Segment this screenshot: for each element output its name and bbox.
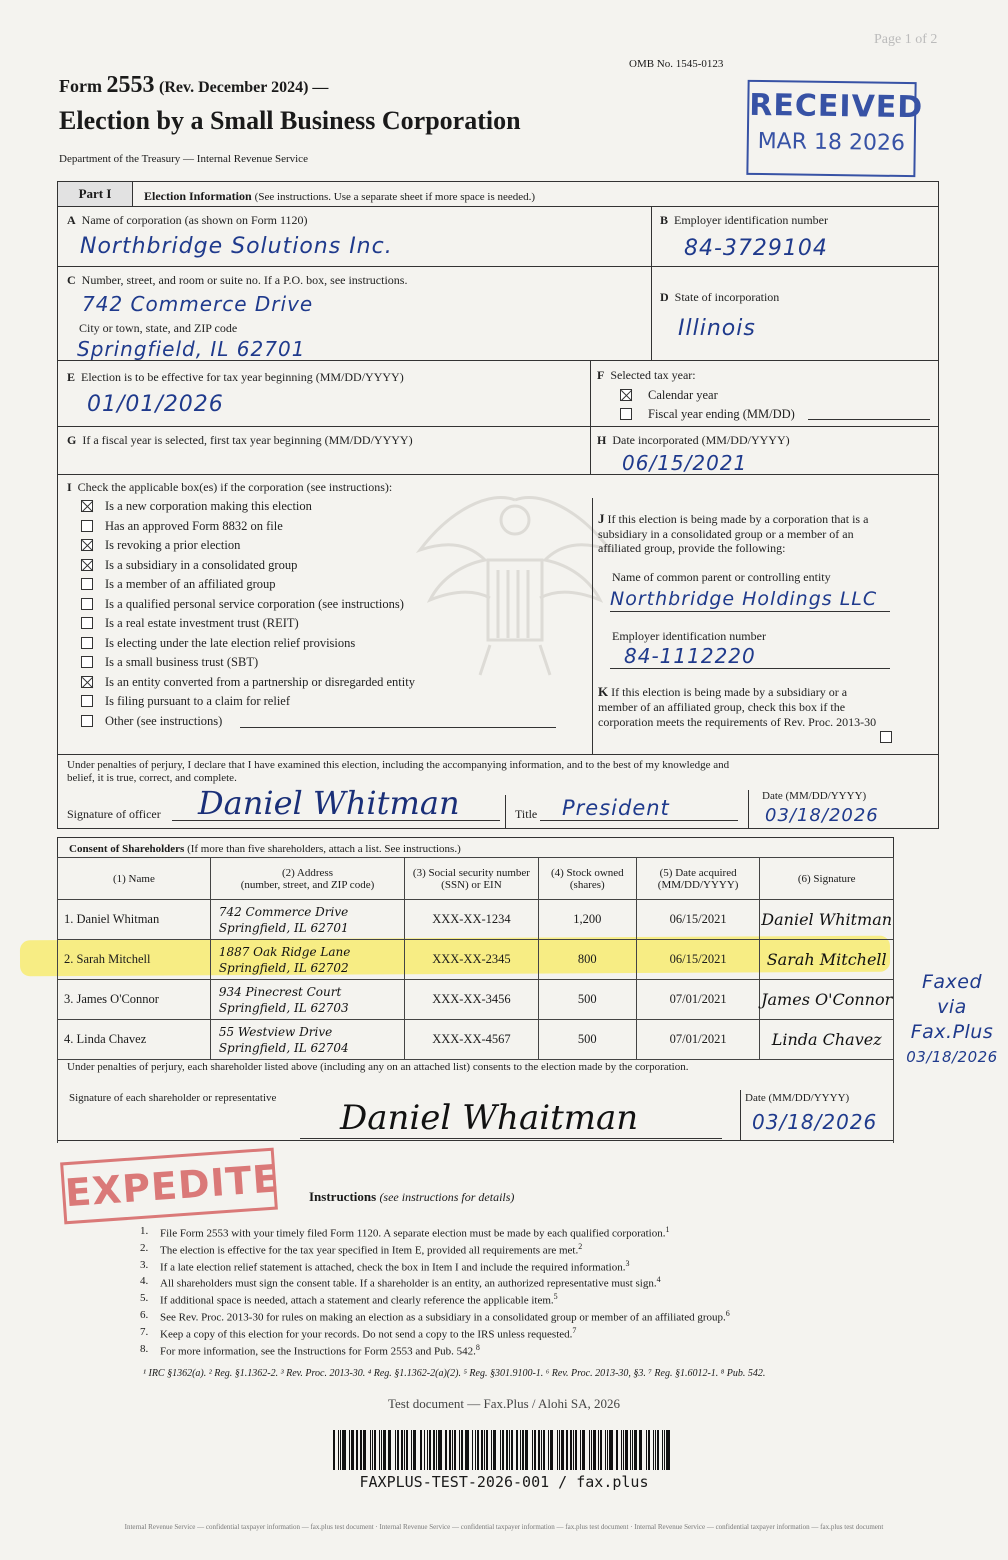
section-i-checkbox[interactable] — [81, 578, 93, 590]
shareholder-signature-cell: Sarah Mitchell — [760, 940, 894, 980]
footnotes: ¹ IRC §1362(a). ² Reg. §1.1362-2. ³ Rev. Proc. 2013-30. ⁴ Reg. §1.1362-2(a)(2). ⁵ Reg. §301.9100-1. ⁶ Rev. Proc. 2013-30, §3. ⁷ Reg. §1.6012-1. ⁸ Pub. 542. — [143, 1368, 766, 1379]
barcode-bar — [623, 1430, 624, 1470]
barcode-bar — [395, 1430, 396, 1470]
column-header: (2) Address (number, street, and ZIP code) — [210, 858, 404, 900]
instruction-text: See Rev. Proc. 2013-30 for rules on making an election as a subsidiary in a consolidated group or member of an affiliated group.$^6$ — [160, 1309, 730, 1324]
field-c-label: C Number, street, and room or suite no. If a P.O. box, see instructions. — [67, 273, 408, 287]
ein-value: 84-3729104 — [684, 236, 828, 261]
officer-title: President — [562, 796, 670, 820]
section-i-checkbox[interactable] — [81, 559, 93, 571]
barcode-bar — [500, 1430, 501, 1470]
section-i-label: Is a small business trust (SBT) — [105, 655, 259, 669]
part1-tag: Part I — [58, 182, 133, 206]
barcode-bar — [420, 1430, 422, 1470]
barcode-bar — [573, 1430, 574, 1470]
barcode-bar — [338, 1430, 339, 1470]
barcode-bar — [509, 1430, 510, 1470]
barcode-bar — [427, 1430, 428, 1470]
barcode-bar — [591, 1430, 592, 1470]
column-header: (1) Name — [58, 858, 211, 900]
instruction-text: Keep a copy of this election for your records. Do not send a copy to the IRS unless requested.$^7$ — [160, 1325, 577, 1341]
field-a-label: A Name of corporation (as shown on Form 1120) — [67, 213, 308, 227]
fiscal-year-line[interactable] — [808, 419, 930, 420]
test-document-note: Test document — Fax.Plus / Alohi SA, 2026 — [387, 1396, 620, 1411]
barcode-bar — [561, 1430, 563, 1470]
instructions-title: Instructions — [309, 1189, 377, 1204]
fiscal-year-label: Fiscal year ending (MM/DD) — [648, 407, 795, 421]
barcode-bar — [449, 1430, 450, 1470]
date-cell: 07/01/2021 — [636, 1020, 759, 1060]
ssn-cell: XXX-XX-4567 — [405, 1020, 539, 1060]
field-d-label: D State of incorporation — [660, 290, 780, 304]
barcode-bar — [481, 1430, 482, 1470]
barcode-bar — [570, 1430, 571, 1470]
barcode-bar — [465, 1430, 469, 1470]
barcode-bar — [532, 1430, 533, 1470]
title-line[interactable] — [540, 820, 738, 821]
instruction-text: If additional space is needed, attach a statement and clearly reference the applicable item.$^5$ — [160, 1292, 558, 1307]
barcode-bar — [516, 1430, 518, 1470]
shareholder-signature-cell: James O'Connor — [760, 980, 894, 1020]
barcode-bar — [475, 1430, 476, 1470]
table-header-row — [58, 858, 894, 900]
instruction-number: 4. — [140, 1275, 149, 1288]
barcode-bar — [454, 1430, 456, 1470]
section-i-label: Is revoking a prior election — [105, 538, 241, 552]
parent-ein-line[interactable] — [610, 668, 890, 669]
barcode-bar — [557, 1430, 558, 1470]
ssn-cell: XXX-XX-1234 — [405, 900, 539, 940]
barcode-bar — [559, 1430, 560, 1470]
instruction-text: For more information, see the Instructions for Form 2553 and Pub. 542.$^8$ — [160, 1342, 480, 1358]
barcode-bar — [550, 1430, 554, 1470]
column-header: (4) Stock owned (shares) — [538, 858, 636, 900]
barcode-bar — [438, 1430, 442, 1470]
barcode-bar — [666, 1430, 670, 1470]
section-i-label: Is electing under the late election relief provisions — [105, 635, 356, 650]
section-i-label: Is a subsidiary in a consolidated group — [105, 557, 298, 572]
barcode-bar — [593, 1430, 595, 1470]
barcode-bar — [566, 1430, 568, 1470]
barcode-bar — [502, 1430, 504, 1470]
barcode-bar — [429, 1430, 431, 1470]
section-i-label: Has an approved Form 8832 on file — [105, 518, 283, 533]
form-number: 2553 — [106, 72, 155, 98]
part1-heading — [144, 189, 535, 204]
barcode-bar — [436, 1430, 437, 1470]
eagle-seal-watermark-icon — [410, 470, 620, 690]
expedite-stamp — [60, 1148, 281, 1225]
barcode-bar — [374, 1430, 376, 1470]
barcode-bar — [575, 1430, 577, 1470]
consent-title: Consent of Shareholders — [69, 843, 185, 855]
parent-entity-line[interactable] — [610, 611, 890, 612]
parent-ein-label: Employer identification number — [612, 629, 766, 643]
page-footer: Internal Revenue Service — confidential taxpayer information — fax.plus test document · Internal Revenue Service — confidential taxpayer information — fax.plus test document · Internal Revenue Service — confidential taxpayer information — fax.plus test document — [124, 1523, 884, 1531]
barcode-bar — [506, 1430, 507, 1470]
barcode-bar — [445, 1430, 447, 1470]
name-cell: 4. Linda Chavez — [58, 1020, 211, 1060]
barcode-bar — [459, 1430, 460, 1470]
barcode-bar — [349, 1430, 350, 1470]
barcode-bar — [605, 1430, 606, 1470]
officer-signature-label: Signature of officer — [67, 807, 161, 821]
part1-heading-note: (See instructions. Use a separate sheet if more space is needed.) — [254, 191, 536, 203]
section-i-label: Is a member of an affiliated group — [105, 577, 276, 591]
field-g-label: G If a fiscal year is selected, first tax year beginning (MM/DD/YYYY) — [67, 433, 413, 447]
field-k: K If this election is being made by a subsidiary or a member of an affiliated group, check this box if the corporation meets the requirements of Rev. Proc. 2013-30 — [598, 684, 877, 729]
table-row — [58, 900, 894, 940]
stock-cell: 800 — [538, 940, 636, 980]
section-i-checkbox[interactable] — [81, 676, 93, 688]
barcode-bar — [600, 1430, 602, 1470]
barcode-bar — [589, 1430, 590, 1470]
barcode-bar — [486, 1430, 488, 1470]
barcode-bar — [342, 1430, 346, 1470]
barcode-bar — [657, 1430, 659, 1470]
name-cell: 1. Daniel Whitman — [58, 900, 211, 940]
ssn-cell: XXX-XX-2345 — [405, 940, 539, 980]
barcode-bar — [607, 1430, 608, 1470]
shareholder-signature-cell: Linda Chavez — [760, 1020, 894, 1060]
barcode-bar — [452, 1430, 453, 1470]
section-i-checkbox[interactable] — [81, 695, 93, 707]
parent-ein-value: 84-1112220 — [624, 644, 756, 668]
barcode-bar — [543, 1430, 545, 1470]
instructions-heading — [309, 1189, 514, 1205]
barcode-bar — [534, 1430, 536, 1470]
table-row — [58, 940, 894, 980]
barcode-bar — [646, 1430, 647, 1470]
instruction-text: File Form 2553 with your timely filed Form 1120. A separate election must be made by each qualified corporation.$^1$ — [160, 1225, 670, 1240]
omb-number: OMB No. 1545-0123 — [629, 58, 724, 70]
barcode-bar — [541, 1430, 542, 1470]
part1-perjury: Under penalties of perjury, I declare that I have examined this election, including the accompanying information, and to the best of my knowledge and belief, it is true, correct, and complete. — [67, 759, 730, 784]
barcode-bar — [461, 1430, 463, 1470]
title-label: Title — [515, 807, 538, 821]
field-b-label: B Employer identification number — [660, 213, 828, 227]
shareholder-date: 03/18/2026 — [752, 1110, 878, 1134]
part1-heading-title: Election Information — [144, 189, 252, 203]
received-word: RECEIVED — [749, 87, 924, 126]
section-i-checkbox[interactable] — [81, 598, 93, 610]
other-line[interactable] — [240, 727, 556, 728]
barcode-bar — [413, 1430, 417, 1470]
address-cell: 934 Pinecrest Court Springfield, IL 62703 — [210, 980, 404, 1020]
form-prefix: Form — [59, 76, 102, 96]
shareholder-signature-line[interactable] — [300, 1138, 722, 1139]
barcode-bar — [625, 1430, 627, 1470]
field-i-label: I Check the applicable box(es) if the corporation (see instructions): — [67, 480, 393, 494]
barcode-bar — [406, 1430, 408, 1470]
column-header: (6) Signature — [760, 858, 894, 900]
barcode-bar — [472, 1430, 473, 1470]
street-address: 742 Commerce Drive — [82, 292, 314, 316]
ssn-cell: XXX-XX-3456 — [405, 980, 539, 1020]
field-j: J If this election is being made by a corporation that is a subsidiary in a consolidated group or a member of an affiliated group, provide the following: — [598, 511, 869, 555]
barcode-bar — [340, 1430, 341, 1470]
barcode-bar — [404, 1430, 405, 1470]
form-header — [59, 72, 328, 99]
stock-cell: 1,200 — [538, 900, 636, 940]
barcode-bar — [655, 1430, 656, 1470]
instructions-note: (see instructions for details) — [379, 1190, 515, 1204]
barcode-bar — [630, 1430, 631, 1470]
barcode-bar — [370, 1430, 371, 1470]
section-i-label: Is a qualified personal service corporation (see instructions) — [105, 596, 404, 611]
consent-heading — [69, 843, 461, 855]
barcode-bar — [379, 1430, 380, 1470]
stock-cell: 500 — [538, 980, 636, 1020]
rev-proc-checkbox[interactable] — [880, 731, 892, 743]
barcode-bar — [648, 1430, 650, 1470]
name-cell: 3. James O'Connor — [58, 980, 211, 1020]
date-cell: 06/15/2021 — [636, 940, 759, 980]
section-i-checkbox[interactable] — [81, 617, 93, 629]
barcode-bar — [634, 1430, 636, 1470]
section-i-checkbox[interactable] — [81, 520, 93, 532]
consent-note: (If more than five shareholders, attach a list. See instructions.) — [187, 843, 461, 855]
state-of-incorporation: Illinois — [678, 316, 756, 341]
department: Department of the Treasury — Internal Revenue Service — [59, 153, 308, 165]
barcode-bar — [580, 1430, 581, 1470]
column-header: (3) Social security number (SSN) or EIN — [405, 858, 539, 900]
barcode-bar — [363, 1430, 367, 1470]
barcode-text: FAXPLUS-TEST-2026-001 / fax.plus — [359, 1473, 649, 1491]
barcode-bar — [433, 1430, 434, 1470]
section-i-label: Is a real estate investment trust (REIT) — [105, 616, 299, 630]
barcode-bar — [351, 1430, 353, 1470]
corporation-name: Northbridge Solutions Inc. — [80, 234, 393, 259]
section-i-checkbox[interactable] — [81, 500, 93, 512]
section-i-checkbox[interactable] — [81, 715, 93, 727]
barcode-bar — [493, 1430, 497, 1470]
section-i-checkbox[interactable] — [81, 539, 93, 551]
address-cell: 742 Commerce Drive Springfield, IL 62701 — [210, 900, 404, 940]
consent-perjury: Under penalties of perjury, each shareholder listed above (including any on an attached list) consents to the election made by the corporation. — [67, 1061, 689, 1073]
shareholder-signature-cell: Daniel Whitman — [760, 900, 894, 940]
instruction-number: 5. — [140, 1292, 149, 1305]
section-i-label: Is an entity converted from a partnership or disregarded entity — [105, 674, 415, 689]
barcode-bar — [383, 1430, 385, 1470]
date-cell: 06/15/2021 — [636, 900, 759, 940]
barcode-bar — [598, 1430, 599, 1470]
page-indicator: Page 1 of 2 — [874, 32, 938, 47]
barcode-bar — [632, 1430, 633, 1470]
city-label: City or town, state, and ZIP code — [79, 321, 238, 335]
officer-date-label: Date (MM/DD/YYYY) — [762, 790, 867, 802]
instruction-number: 3. — [140, 1258, 149, 1271]
barcode-bar — [538, 1430, 539, 1470]
form-revision: (Rev. December 2024) — — [158, 79, 329, 96]
section-i-checkbox[interactable] — [81, 637, 93, 649]
barcode-bar — [662, 1430, 663, 1470]
shareholder-date-label: Date (MM/DD/YYYY) — [745, 1092, 850, 1104]
instruction-number: 8. — [140, 1342, 149, 1355]
address-cell: 55 Westview Drive Springfield, IL 62704 — [210, 1020, 404, 1060]
barcode-bar — [520, 1430, 521, 1470]
received-date: MAR 18 2026 — [757, 128, 906, 157]
date-incorporated: 06/15/2021 — [622, 451, 748, 475]
barcode-bar — [616, 1430, 618, 1470]
barcode-bar — [333, 1430, 335, 1470]
instruction-number: 6. — [140, 1309, 149, 1321]
instruction-number: 2. — [140, 1241, 149, 1254]
expedite-text: EXPEDITE — [63, 1156, 281, 1216]
barcode-bar — [511, 1430, 513, 1470]
barcode-bar — [639, 1430, 643, 1470]
instruction-text: All shareholders must sign the consent table. If a shareholder is an entity, an authorized representative must sign.$^4$ — [160, 1275, 661, 1291]
barcode-bar — [582, 1430, 586, 1470]
barcode-bar — [621, 1430, 622, 1470]
form-title: Election by a Small Business Corporation — [59, 106, 521, 135]
date-cell: 07/01/2021 — [636, 980, 759, 1020]
instruction-number: 1. — [140, 1225, 149, 1237]
field-f-label: F Selected tax year: — [597, 368, 696, 382]
barcode-bar — [397, 1430, 399, 1470]
barcode-bar — [372, 1430, 373, 1470]
instruction-text: The election is effective for the tax year specified in Item E, provided all requirements are met.$^2$ — [160, 1241, 583, 1257]
barcode-bar — [356, 1430, 358, 1470]
barcode-bar — [424, 1430, 425, 1470]
calendar-year-label: Calendar year — [648, 388, 718, 402]
barcode-bar — [477, 1430, 479, 1470]
section-i-label: Is a new corporation making this election — [105, 499, 312, 513]
barcode-bar — [411, 1430, 412, 1470]
parent-entity-name: Northbridge Holdings LLC — [610, 588, 878, 610]
received-stamp — [746, 80, 924, 177]
barcode-bar — [609, 1430, 613, 1470]
section-i-checkbox[interactable] — [81, 656, 93, 668]
calendar-year-checkbox[interactable] — [620, 389, 632, 401]
table-row — [58, 980, 894, 1020]
column-header: (5) Date acquired (MM/DD/YYYY) — [636, 858, 759, 900]
parent-entity-label: Name of common parent or controlling entity — [612, 570, 831, 584]
instruction-text: If a late election relief statement is attached, check the box in Item I and include the required information.$^3$ — [160, 1258, 630, 1274]
address-cell: 1887 Oak Ridge Lane Springfield, IL 62702 — [210, 940, 404, 980]
barcode-bar — [653, 1430, 654, 1470]
officer-date: 03/18/2026 — [765, 805, 879, 826]
city-state-zip: Springfield, IL 62701 — [77, 337, 306, 361]
officer-signature: Daniel Whitman — [198, 784, 460, 822]
table-row — [58, 1020, 894, 1060]
effective-date: 01/01/2026 — [87, 392, 224, 417]
barcode-bar — [525, 1430, 529, 1470]
officer-signature-line[interactable] — [172, 820, 500, 821]
section-i-label: Is filing pursuant to a claim for relief — [105, 694, 291, 708]
instruction-number: 7. — [140, 1325, 149, 1338]
fax-side-note: Faxed via Fax.Plus 03/18/2026 — [906, 971, 998, 1066]
name-cell: 2. Sarah Mitchell — [58, 940, 211, 980]
barcode-bar — [548, 1430, 549, 1470]
stock-cell: 500 — [538, 1020, 636, 1060]
barcode-bar — [381, 1430, 382, 1470]
barcode-bar — [401, 1430, 402, 1470]
fiscal-year-checkbox[interactable] — [620, 408, 632, 420]
field-h-label: H Date incorporated (MM/DD/YYYY) — [597, 433, 790, 447]
barcode-bar — [360, 1430, 361, 1470]
barcode-icon — [333, 1430, 683, 1470]
shareholder-signature: Daniel Whaitman — [340, 1098, 639, 1138]
barcode-bar — [388, 1430, 392, 1470]
barcode-bar — [484, 1430, 485, 1470]
shareholder-signature-label: Signature of each shareholder or representative — [69, 1092, 277, 1104]
barcode-bar — [522, 1430, 523, 1470]
section-i-label: Other (see instructions) — [105, 713, 223, 728]
field-e-label: E Election is to be effective for tax year beginning (MM/DD/YYYY) — [67, 370, 404, 384]
barcode-bar — [664, 1430, 665, 1470]
barcode-bar — [491, 1430, 492, 1470]
